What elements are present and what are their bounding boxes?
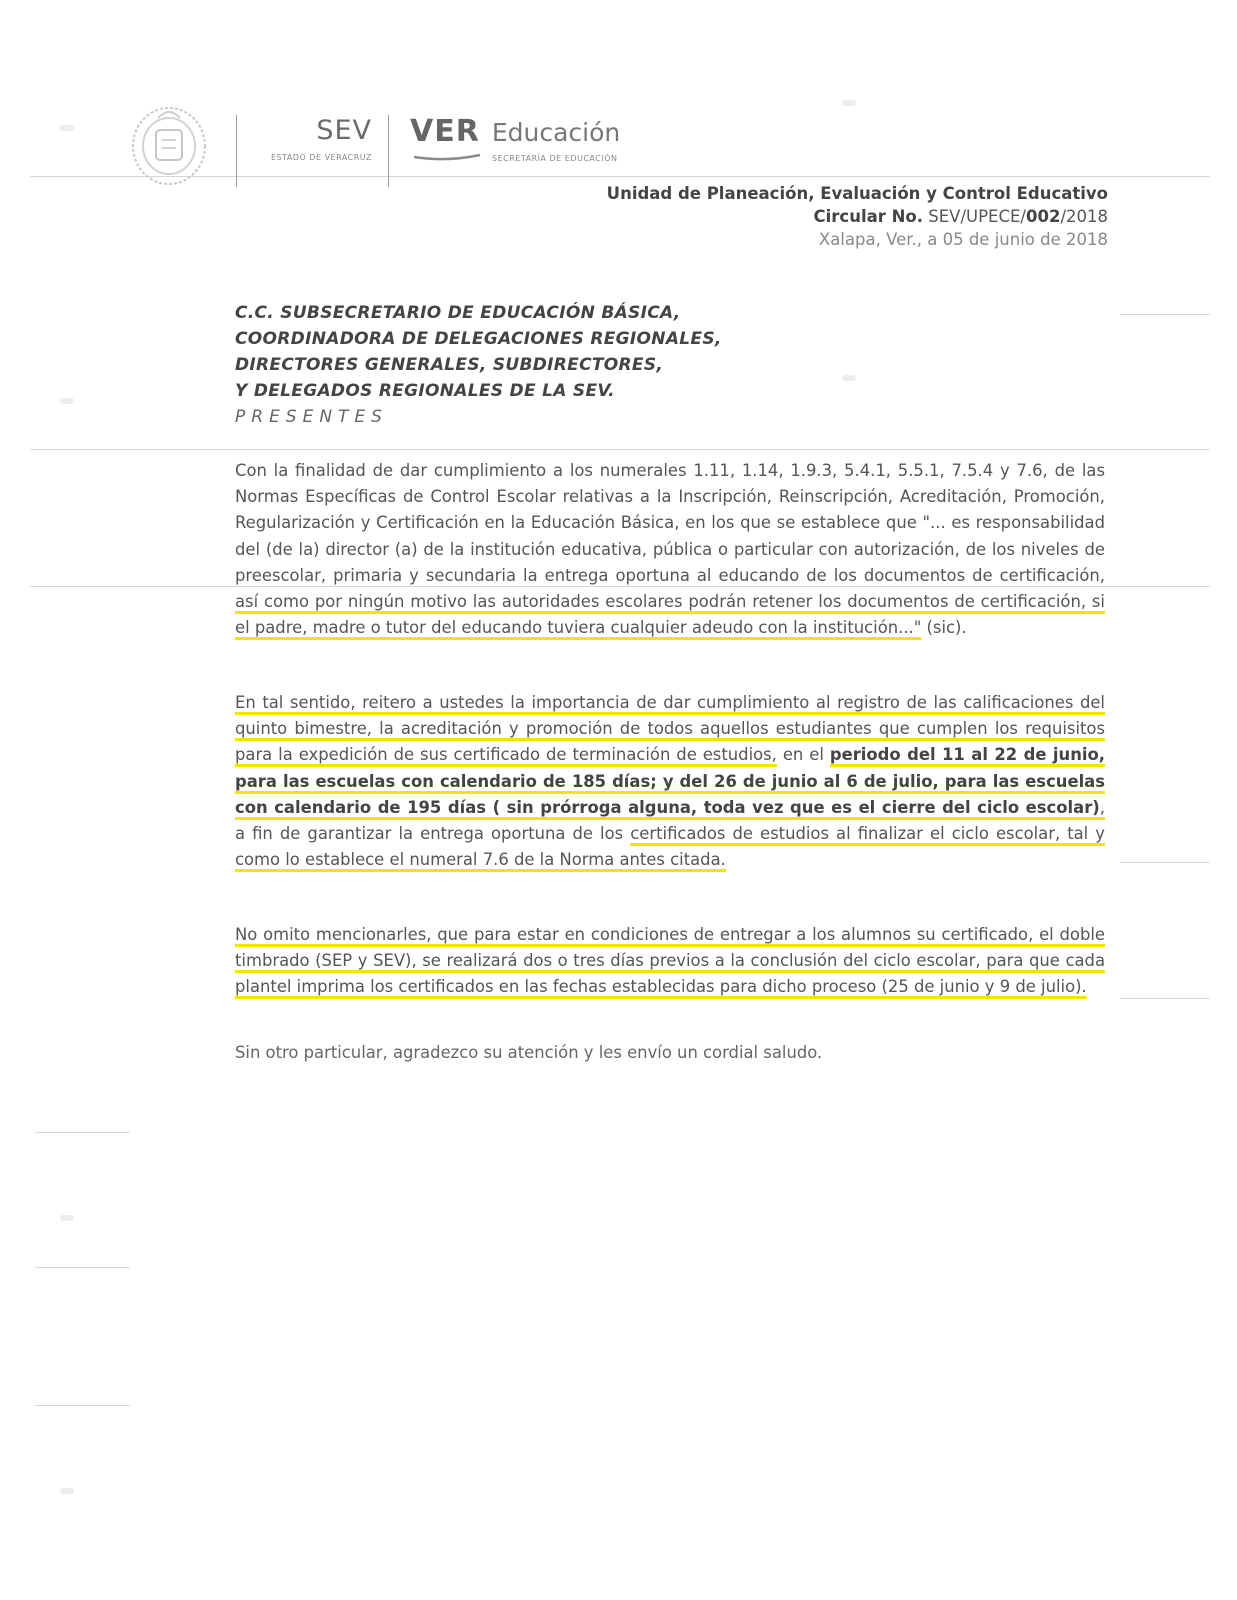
paragraph-2 [235, 690, 1105, 873]
addressee-line: COORDINADORA DE DELEGACIONES REGIONALES, [235, 329, 722, 349]
scan-line [35, 1132, 130, 1133]
sev-logo-text: SEV [316, 115, 372, 146]
paragraph-1-text: Con la finalidad de dar cumplimiento a los numerales 1.11, 1.14, 1.9.3, 5.4.1, 5.5.1, 7.5.4 y 7.6, de las Normas Específicas de Control Escolar relativas a la Inscripción, Reinscripción, Acreditación, Promoción, Regularización y Certificación en la Educación Básica, en los que se establece que "... es responsabilidad del (de la) director (a) de la institución educativa, pública o particular con autorización, de los niveles de preescolar, primaria y secundaria la entrega oportuna al educando de los documentos de certificación, [235, 461, 1105, 585]
unit-name: Unidad de Planeación, Evaluación y Control Educativo [606, 184, 1108, 203]
salutation: PRESENTES [235, 407, 388, 427]
education-logo-text: Educación [491, 118, 621, 147]
ver-logo-text: VER [410, 114, 480, 149]
circular-label: Circular No. [813, 207, 924, 226]
ver-education-logo [410, 114, 640, 163]
education-logo-subtitle: SECRETARÍA DE EDUCACIÓN [492, 154, 618, 163]
scan-line [30, 449, 1210, 450]
scan-mark [60, 1215, 74, 1221]
letterhead-divider [236, 115, 237, 187]
paragraph-1-highlight: así como por ningún motivo las autoridades escolares podrán retener los documentos de certificación, si el padre, madre o tutor del educando tuviera cualquier adeudo con la institución..." [235, 592, 1105, 638]
scan-line [35, 1405, 130, 1406]
paragraph-3-text: No omito mencionarles, que para estar en condiciones de entregar a los alumnos su certificado, el doble timbrado (SEP y SEV), se realizará dos o tres días previos a la conclusión del ciclo escolar, para que cada plantel imprima los certificados en las fechas establecidas para dicho proceso (25 de junio y 9 de julio). [235, 925, 1105, 997]
paragraph-1 [235, 458, 1105, 641]
scan-line [1120, 314, 1210, 315]
state-seal-icon [128, 100, 210, 186]
sev-logo [250, 116, 372, 162]
addressee-line: C.C. SUBSECRETARIO DE EDUCACIÓN BÁSICA, [235, 303, 681, 323]
addressee-line: Y DELEGADOS REGIONALES DE LA SEV. [235, 381, 615, 401]
paragraph-2-mid: en el [776, 745, 830, 765]
scan-line [1120, 862, 1210, 863]
paragraph-2-highlight-end: certificados de estudios al finalizar el ciclo escolar, tal y como lo establece el numeral 7.6 de la Norma antes citada. [235, 824, 1105, 870]
closing-line: Sin otro particular, agradezco su atención y les envío un cordial saludo. [235, 1043, 823, 1062]
paragraph-2-highlight-start: En tal sentido, reitero a ustedes la importancia de dar cumplimiento al registro de las calificaciones del quinto bimestre, la acreditación y promoción de todos aquellos estudiantes que cumplen los requisitos para la expedición de sus certificado de terminación de estudios, [235, 693, 1105, 765]
scan-line [35, 1267, 130, 1268]
scan-line [1120, 998, 1210, 999]
paragraph-2-text: a fin de garantizar la entrega oportuna de los [235, 824, 631, 844]
circular-number-line [607, 205, 1108, 228]
paragraph-3 [235, 922, 1105, 1001]
ver-swoosh-icon [412, 152, 482, 162]
paragraph-2-bold: periodo del 11 al 22 de junio, para las escuelas con calendario de 185 días; y del 26 de junio al 6 de julio, para las escuelas con calendario de 195 días ( sin prórroga alguna, toda vez que es el cierre del ciclo escolar) [235, 745, 1105, 817]
addressee-line: DIRECTORES GENERALES, SUBDIRECTORES, [235, 355, 664, 375]
circular-suffix: /2018 [1060, 207, 1108, 226]
circular-header [607, 182, 1108, 251]
letterhead-divider [388, 115, 389, 187]
date-line: Xalapa, Ver., a 05 de junio de 2018 [818, 230, 1108, 249]
scan-mark [60, 125, 74, 131]
scan-mark [842, 100, 856, 106]
addressee-block [235, 300, 722, 430]
paragraph-2-comma: , [1099, 797, 1105, 817]
sev-logo-subtitle: ESTADO DE VERACRUZ [270, 153, 372, 162]
paragraph-1-tail: (sic). [921, 618, 967, 638]
scan-mark [60, 1488, 74, 1494]
scan-mark [60, 398, 74, 404]
circular-prefix: SEV/UPECE/ [928, 207, 1026, 226]
scan-mark [842, 375, 856, 381]
circular-number: 002 [1025, 207, 1061, 226]
